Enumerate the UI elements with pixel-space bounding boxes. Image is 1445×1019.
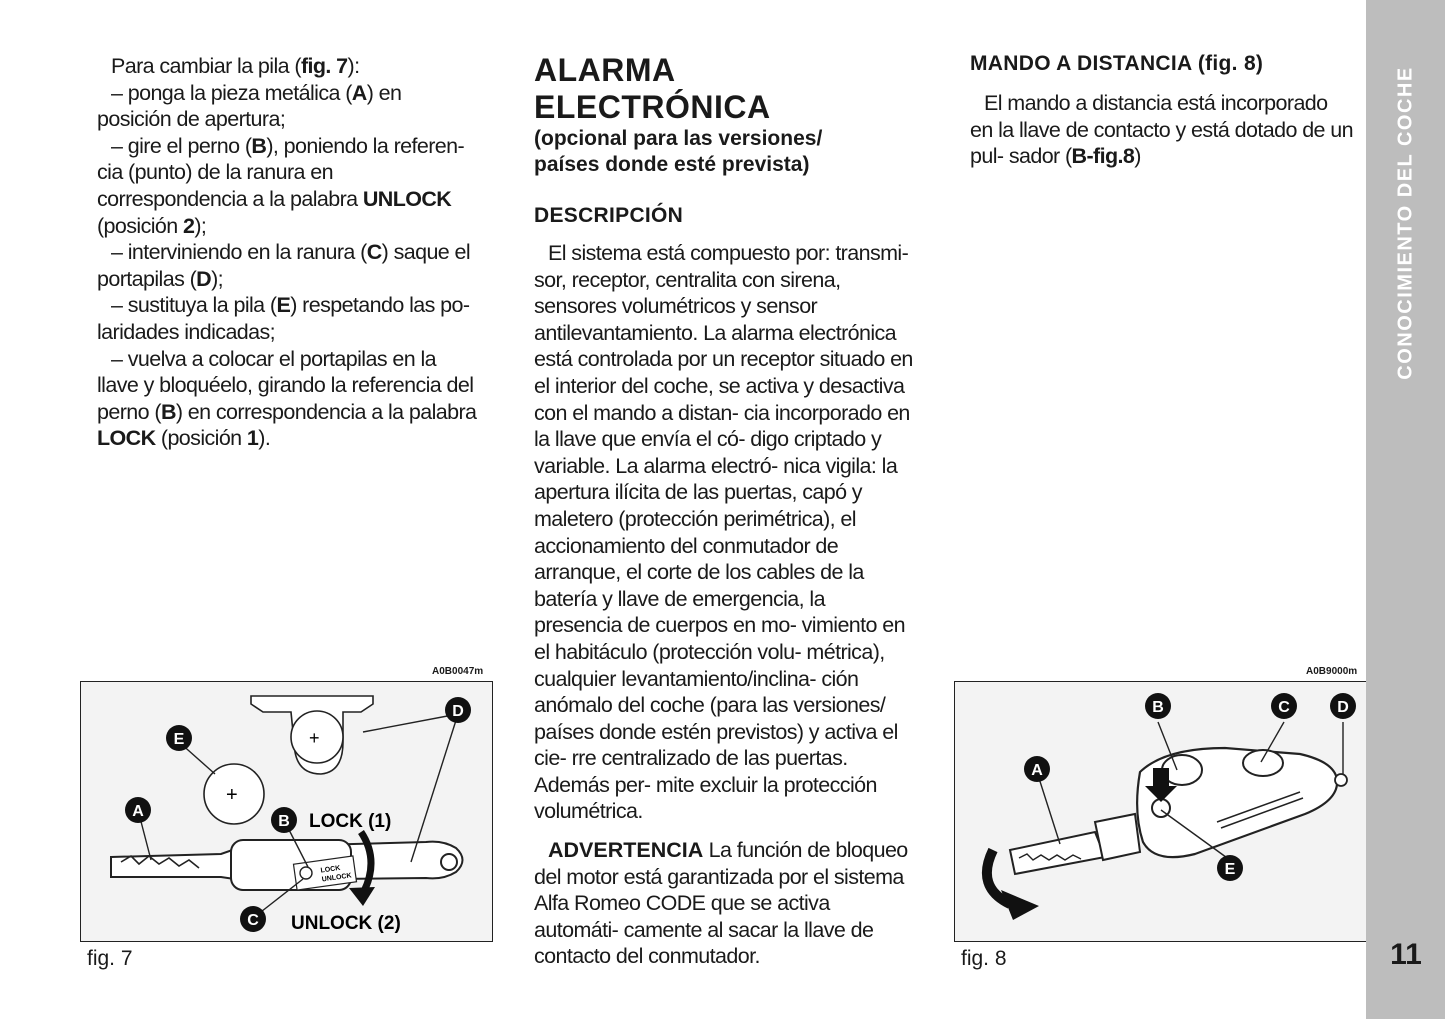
callout-c — [240, 906, 266, 932]
step-2: – gire el perno (B), poniendo la referen- cia (punto) de la ranura en correspondencia a la palabra UNLOCK (posición 2); — [97, 133, 465, 238]
callout-d — [1330, 693, 1356, 719]
instructions-intro: Para cambiar la pila (fig. 7): — [111, 54, 360, 78]
step-4: – sustituya la pila (E) respetando las po- laridades indicadas; — [97, 293, 470, 344]
fig8-illustration — [954, 681, 1367, 942]
warning-label: ADVERTENCIA — [548, 838, 704, 863]
fig8-code: A0B9000m — [1306, 666, 1358, 677]
svg-text:B: B — [278, 813, 290, 830]
callout-b — [1145, 693, 1171, 719]
description-heading: DESCRIPCIÓN — [534, 204, 684, 227]
callout-a — [1024, 756, 1050, 782]
warning-paragraph: ADVERTENCIA La función de bloqueo del motor está garantizada por el sistema Alfa Romeo CODE que se activa automáti- camente al sacar la llave de contacto del conmutador. — [534, 838, 908, 969]
svg-text:D: D — [452, 703, 464, 720]
unlock-label: UNLOCK (2) — [291, 913, 401, 934]
fig8-caption: fig. 8 — [961, 947, 1007, 970]
svg-text:A: A — [132, 803, 144, 820]
section-subtitle: (opcional para las versiones/ países donde esté prevista) — [534, 127, 823, 176]
fig7-illustration — [80, 681, 493, 942]
step-3: – interviniendo en la ranura (C) saque el portapilas (D); — [97, 240, 471, 291]
plus-symbol-top: + — [309, 728, 320, 748]
callout-b — [271, 807, 297, 833]
svg-text:E: E — [173, 731, 185, 748]
svg-text:A: A — [1031, 762, 1043, 779]
fig7-code: A0B0047m — [432, 666, 484, 677]
svg-text:B: B — [1152, 699, 1164, 716]
step-1: – ponga la pieza metálica (A) en posición de apertura; — [97, 80, 402, 132]
svg-text:C: C — [247, 912, 259, 929]
chapter-label: CONOCIMIENTO DEL COCHE — [1394, 66, 1416, 380]
plus-symbol-battery: + — [226, 784, 238, 806]
callout-e — [1217, 855, 1243, 881]
remote-heading: MANDO A DISTANCIA (fig. 8) — [970, 52, 1264, 75]
svg-text:C: C — [1278, 699, 1290, 716]
fig7-caption: fig. 7 — [87, 947, 133, 970]
step-5: – vuelva a colocar el portapilas en la llave y bloquéelo, girando la referencia del perno (B) en correspondencia a la palabra LOCK (posición 1). — [97, 346, 477, 451]
remote-control-section — [970, 52, 1353, 170]
callout-c — [1271, 693, 1297, 719]
remote-text: El mando a distancia está incorporado en la llave de contacto y está dotado de un pul- sador (B-fig.8) — [970, 91, 1353, 169]
key-battery-diagram — [81, 682, 492, 941]
remote-key-diagram — [955, 682, 1366, 941]
battery-instructions — [97, 53, 477, 452]
lock-label: LOCK (1) — [309, 811, 392, 832]
svg-text:E: E — [1224, 861, 1236, 878]
section-title: ALARMA ELECTRÓNICA — [534, 52, 771, 125]
callout-d — [445, 697, 471, 723]
alarm-section — [534, 52, 914, 970]
svg-text:D: D — [1337, 699, 1349, 716]
small-unlock-text: UNLOCK — [321, 872, 353, 884]
callout-a — [125, 797, 151, 823]
callout-e — [166, 725, 192, 751]
page-number: 11 — [1390, 938, 1422, 971]
description-text: El sistema está compuesto por: transmi- sor, receptor, centralita con sirena, sensores volumétricos y sensor antilevantamiento. La alarma electrónica está controlada por un receptor situado en el interior del coche, se activa y desactiva con el mando a distan- cia incorporado en la llave que envía el có- digo criptado y variable. La alarma electró- nica vigila: la apertura ilícita de las puertas, capó y maletero (protección perimétrica), el accionamiento del conmutador de arranque, el corte de los cables de la batería y llave de emergencia, la presencia de cuerpos en mo- vimiento en el habitáculo (protección volu- métrica), cualquier levantamiento/inclina- ción anómalo del coche (para las versiones/ países donde estén previstos) y activa el cie- rre centralizado de las puertas. Además per- mite excluir la protección volumétrica. — [534, 241, 913, 824]
small-lock-text: LOCK — [320, 864, 341, 875]
